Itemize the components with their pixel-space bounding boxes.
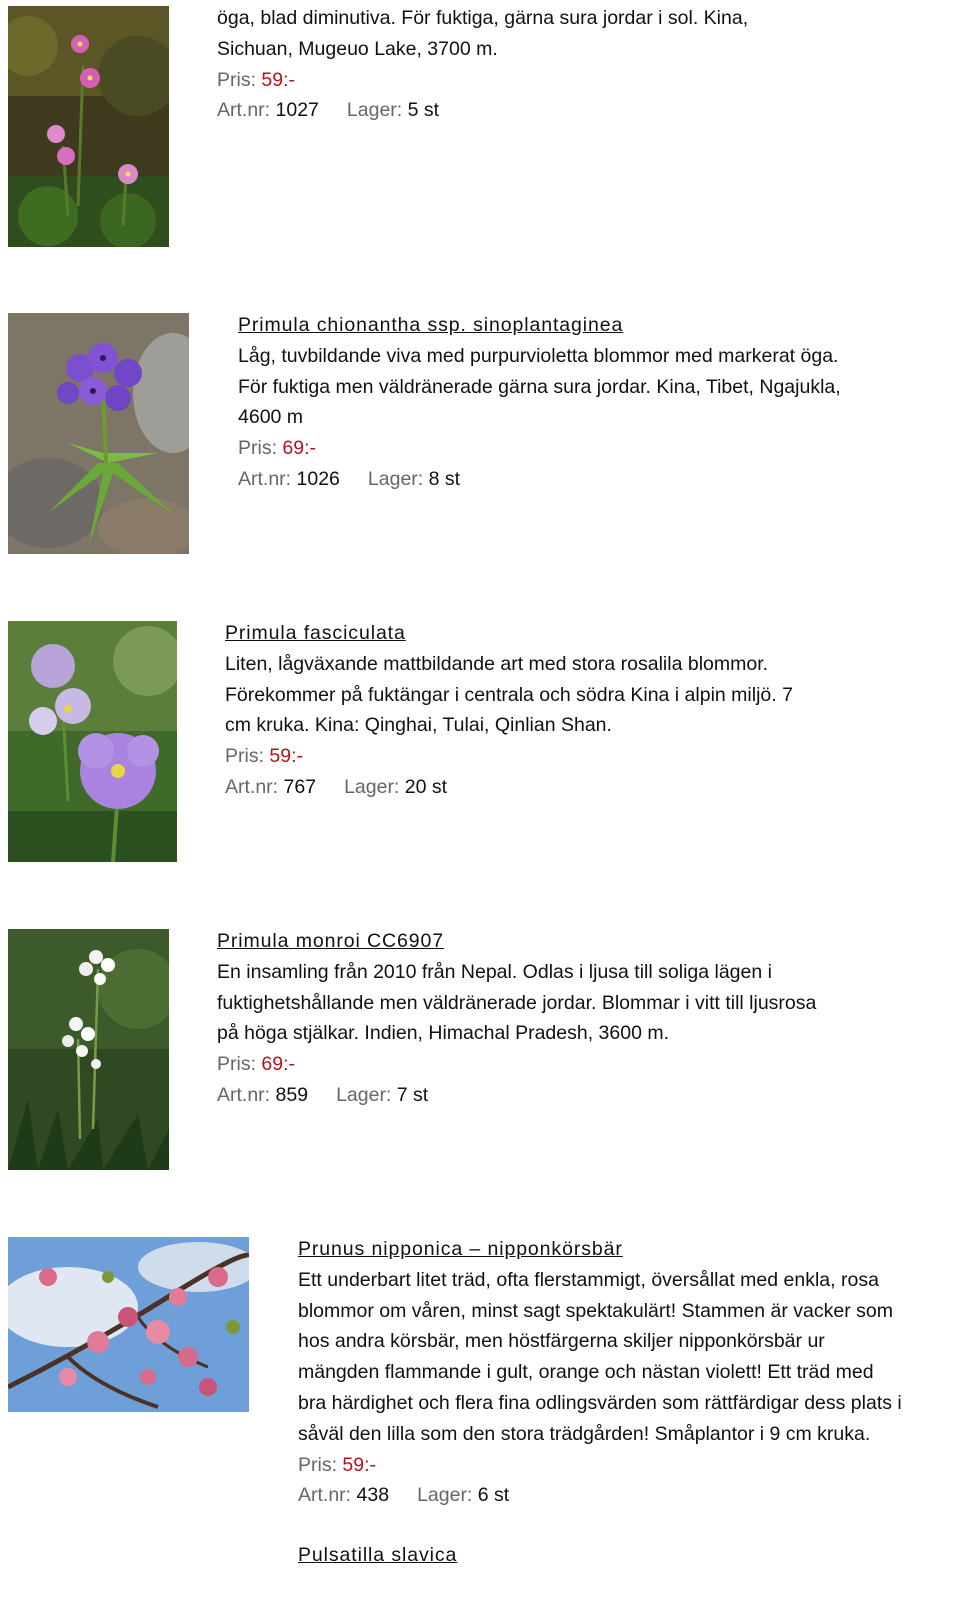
product-text <box>217 926 816 1111</box>
artnr-value: 767 <box>283 775 317 798</box>
price-line <box>238 433 841 464</box>
price-line <box>217 1049 816 1080</box>
artnr-label: Art.nr: <box>298 1484 352 1507</box>
artnr-label: Art.nr: <box>217 99 271 122</box>
purple-primula-photo <box>8 313 189 554</box>
lager-label: Lager: <box>344 775 400 798</box>
artnr-value: 1026 <box>296 467 340 490</box>
product-title-link[interactable]: Primula chionantha ssp. sinoplantaginea <box>238 314 624 336</box>
description-line: hos andra körsbär, men höstfärgerna skiljer nipponkörsbär ur <box>298 1330 825 1353</box>
lager-value: 7 st <box>396 1083 429 1106</box>
lager-value: 6 st <box>477 1484 510 1507</box>
lager-label: Lager: <box>417 1484 473 1507</box>
product-text <box>298 1540 457 1571</box>
price-line <box>217 65 748 96</box>
pink-primula-photo <box>8 6 169 247</box>
artnr-value: 1027 <box>275 99 319 122</box>
lager-value: 8 st <box>428 467 461 490</box>
description-line: Ett underbart litet träd, ofta flerstammigt, översållat med enkla, rosa <box>298 1268 879 1291</box>
product-text <box>298 1234 902 1511</box>
description-line: Låg, tuvbildande viva med purpurvioletta blommor med markerat öga. <box>238 344 839 367</box>
description-line: på höga stjälkar. Indien, Himachal Pradesh, 3600 m. <box>217 1022 670 1045</box>
description-line: Förekommer på fuktängar i centrala och södra Kina i alpin miljö. 7 <box>225 683 793 706</box>
artnr-value: 438 <box>356 1484 390 1507</box>
lager-value: 5 st <box>407 99 440 122</box>
product-title-link[interactable]: Primula fasciculata <box>225 622 406 644</box>
price-label: Pris: <box>217 1053 256 1076</box>
product-text <box>225 618 793 803</box>
description-line: cm kruka. Kina: Qinghai, Tulai, Qinlian Shan. <box>225 714 612 737</box>
white-primula-photo <box>8 929 169 1170</box>
description-line: bra härdighet och flera fina odlingsvärden som rättfärdigar dess plats i <box>298 1391 902 1414</box>
stock-line <box>217 95 748 126</box>
cherry-blossom-photo <box>8 1237 249 1412</box>
price-value: 59:- <box>261 68 296 91</box>
artnr-value: 859 <box>275 1083 309 1106</box>
price-label: Pris: <box>298 1453 337 1476</box>
description-line: Sichuan, Mugeuo Lake, 3700 m. <box>217 37 498 60</box>
description-line: För fuktiga men väldränerade gärna sura jordar. Kina, Tibet, Ngajukla, <box>238 375 841 398</box>
lilac-primula-photo <box>8 621 177 862</box>
description-line: fuktighetshållande men väldränerade jordar. Blommar i vitt till ljusrosa <box>217 991 817 1014</box>
price-value: 69:- <box>282 437 317 460</box>
lager-label: Lager: <box>367 467 424 490</box>
product-title-link[interactable]: Primula monroi CC6907 <box>217 930 444 952</box>
lager-value: 20 st <box>404 775 448 798</box>
description-line: såväl den lilla som den stora trädgården! Småplantor i 9 cm kruka. <box>298 1422 871 1445</box>
description-line: mängden flammande i gult, orange och nästan violett! Ett träd med <box>298 1361 874 1384</box>
product-text <box>217 3 748 126</box>
price-label: Pris: <box>225 745 264 768</box>
lager-label: Lager: <box>346 99 403 122</box>
lager-label: Lager: <box>336 1083 392 1106</box>
stock-line <box>225 772 793 803</box>
price-value: 69:- <box>261 1053 296 1076</box>
description-line: öga, blad diminutiva. För fuktiga, gärna sura jordar i sol. Kina, <box>217 7 749 29</box>
price-line <box>225 741 793 772</box>
description-line: Liten, lågväxande mattbildande art med stora rosalila blommor. <box>225 652 769 675</box>
description-line: 4600 m <box>238 406 304 429</box>
product-text <box>238 310 841 495</box>
artnr-label: Art.nr: <box>225 775 279 798</box>
artnr-label: Art.nr: <box>217 1083 271 1106</box>
stock-line <box>238 464 841 495</box>
price-line <box>298 1450 902 1481</box>
price-label: Pris: <box>238 437 277 460</box>
description-line: En insamling från 2010 från Nepal. Odlas i ljusa till soliga lägen i <box>217 960 772 983</box>
price-value: 59:- <box>269 745 304 768</box>
artnr-label: Art.nr: <box>238 467 292 490</box>
price-label: Pris: <box>217 68 256 91</box>
product-title-link[interactable]: Prunus nipponica – nipponkörsbär <box>298 1238 623 1260</box>
stock-line <box>217 1080 816 1111</box>
product-title-link[interactable]: Pulsatilla slavica <box>298 1544 458 1566</box>
price-value: 59:- <box>342 1453 377 1476</box>
stock-line <box>298 1480 902 1511</box>
description-line: blommor om våren, minst sagt spektakulärt! Stammen är vacker som <box>298 1299 893 1322</box>
